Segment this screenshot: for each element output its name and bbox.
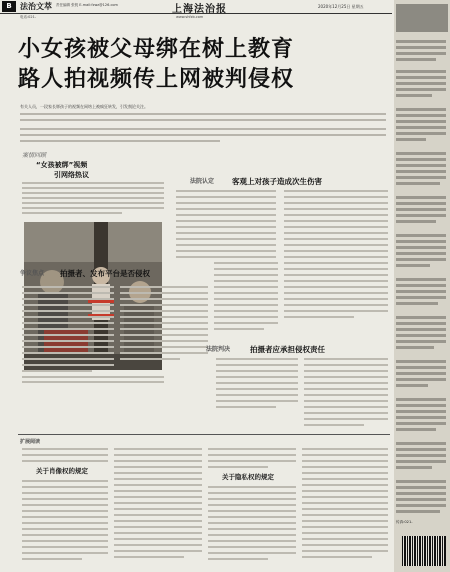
lede-text: 有关人员，一段家长绑孩子的视频在网络上被疯狂转发，引发舆论关注。 [20, 104, 148, 109]
masthead [0, 0, 392, 14]
bottom-title-privacy: 关于隐私权的规定 [222, 473, 274, 481]
subbar-left: 电话:021- [20, 15, 37, 19]
editor-line: 责任编辑 张锐 E-mail:fzwz@126.com [56, 3, 118, 7]
finding-title: 客观上对孩子造成次生伤害 [232, 177, 322, 186]
paper-name: 上海法治报 [172, 4, 227, 15]
dispute-tag: 争议焦点 [20, 270, 45, 277]
bottom-tag: 扩展阅读 [20, 439, 41, 445]
case-title-2: 引网络热议 [54, 171, 89, 179]
subbar-url: www.shfzb.com [176, 15, 204, 19]
page-number: B [2, 1, 16, 12]
right-sidebar [394, 0, 450, 572]
subbar [0, 14, 392, 21]
section-name: 法治文萃 [20, 2, 52, 11]
sidebar-phone: 传真:021- [396, 520, 413, 524]
headline-line-2: 路人拍视频传上网被判侵权 [18, 67, 295, 92]
case-title-1: “女孩被绑”视频 [36, 161, 88, 169]
ruling-tag: 法院判决 [206, 346, 231, 353]
ruling-title: 拍摄者应承担侵权责任 [250, 345, 325, 354]
headline-line-1: 小女孩被父母绑在树上教育 [18, 37, 295, 62]
dispute-title: 拍摄者、发布平台是否侵权 [60, 269, 150, 278]
bottom-title-portrait: 关于肖像权的规定 [36, 467, 88, 475]
barcode [402, 536, 446, 566]
finding-tag: 法院认定 [190, 178, 215, 185]
photo-tag: 案情回顾 [22, 152, 47, 159]
bottom-divider [18, 434, 390, 435]
issue-date: 2020年12月25日 星期五 [318, 4, 364, 9]
sidebar-header-block [396, 4, 448, 32]
